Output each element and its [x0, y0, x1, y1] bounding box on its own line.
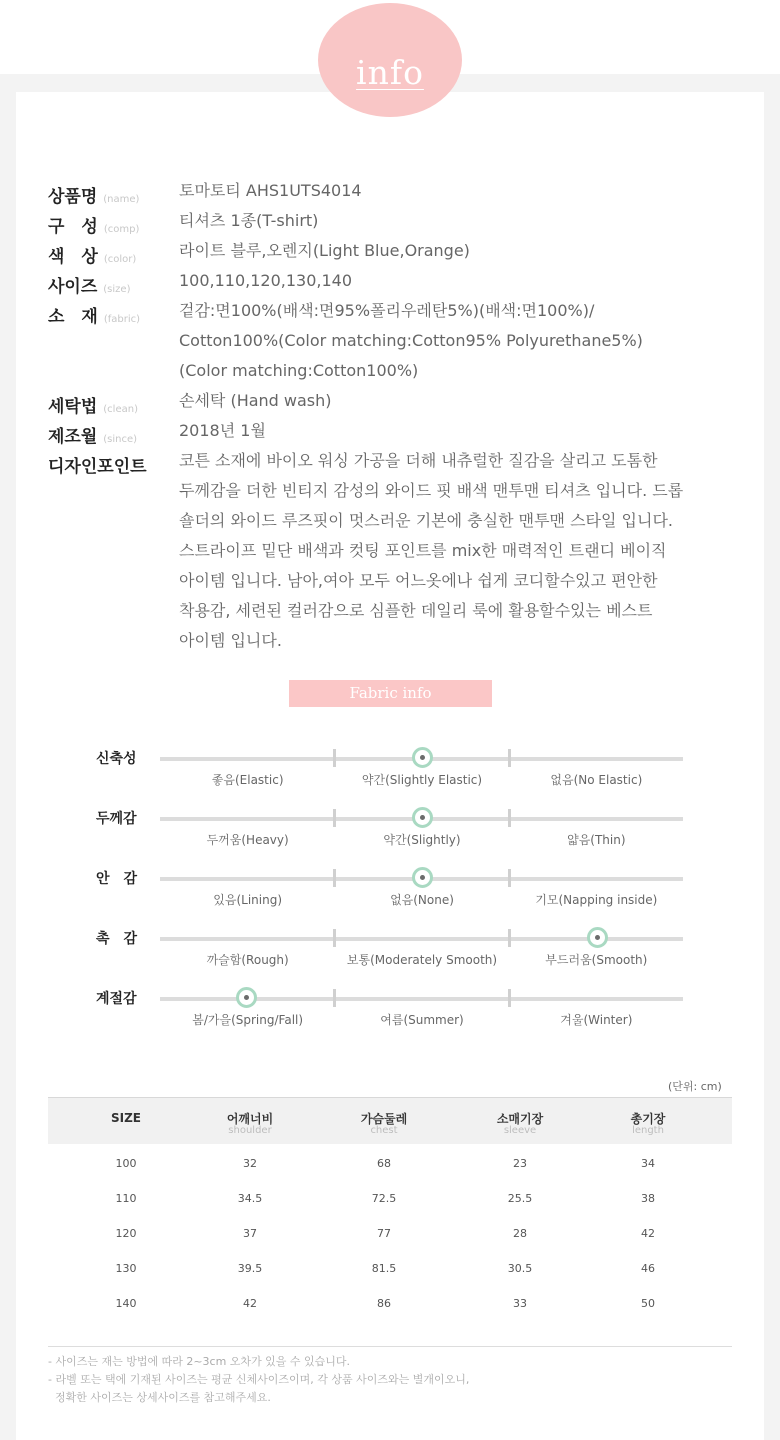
- table-cell: 33: [513, 1297, 527, 1310]
- fabric-label: 두께감: [96, 811, 137, 827]
- fabric-indicator-dot: [412, 807, 433, 828]
- note-line: 정확한 사이즈는 상세사이즈를 참고해주세요.: [48, 1391, 271, 1404]
- info-label-text: 세탁법: [48, 397, 98, 417]
- info-value: [179, 176, 362, 206]
- info-value-line: (Color matching:Cotton100%): [179, 361, 419, 380]
- table-cell: 130: [115, 1262, 137, 1275]
- info-value-line: 티셔츠 1종(T-shirt): [179, 211, 319, 230]
- fabric-scale-tick: [508, 749, 511, 767]
- header-label: 총기장: [630, 1112, 666, 1126]
- table-cell: 30.5: [507, 1262, 533, 1275]
- info-value-line: 라이트 블루,오렌지(Light Blue,Orange): [179, 241, 470, 260]
- fabric-option-label: 부드러움(Smooth): [545, 953, 648, 967]
- info-label-text: 제조월: [48, 427, 98, 447]
- table-cell: 81.5: [371, 1262, 397, 1275]
- fabric-option-label: 겨울(Winter): [560, 1013, 633, 1027]
- info-label-text: 디자인포인트: [48, 457, 147, 477]
- info-badge-label: info: [356, 53, 424, 92]
- size-table-header: [48, 1097, 732, 1144]
- info-value-line: 손세탁 (Hand wash): [179, 391, 332, 410]
- info-value-line: 2018년 1월: [179, 421, 266, 440]
- fabric-option-label: 까슬함(Rough): [206, 953, 289, 967]
- info-label-text: 색 상: [48, 247, 98, 267]
- table-cell: 42: [243, 1297, 257, 1310]
- info-label-sub: (since): [103, 434, 138, 445]
- info-label-sub: (color): [103, 254, 137, 265]
- info-label: [48, 212, 139, 237]
- table-cell: 23: [513, 1157, 527, 1170]
- table-cell: 120: [115, 1227, 137, 1240]
- fabric-option-label: 봄/가을(Spring/Fall): [192, 1013, 304, 1027]
- info-label-sub: (name): [103, 194, 140, 205]
- table-cell: 34: [641, 1157, 655, 1170]
- info-value: [179, 296, 643, 386]
- info-label: [48, 452, 147, 477]
- info-label-text: 소 재: [48, 307, 98, 327]
- unit-label: (단위: cm): [668, 1080, 722, 1093]
- fabric-scale-tick: [333, 989, 336, 1007]
- fabric-scale-tick: [333, 749, 336, 767]
- header-label: 가슴둘레: [360, 1112, 408, 1126]
- info-value-line: 두께감을 더한 빈티지 감성의 와이드 핏 배색 맨투맨 티셔츠 입니다. 드롭: [179, 481, 684, 500]
- header-sublabel: shoulder: [228, 1125, 272, 1136]
- fabric-indicator-dot: [412, 867, 433, 888]
- info-label-sub: (fabric): [103, 314, 141, 325]
- fabric-option-label: 없음(No Elastic): [550, 773, 643, 787]
- info-value-line: 착용감, 세련된 컬러감으로 심플한 데일리 룩에 활용할수있는 베스트: [179, 601, 653, 620]
- info-value-line: 토마토티 AHS1UTS4014: [179, 181, 362, 200]
- info-value: [179, 266, 352, 296]
- fabric-option-label: 좋음(Elastic): [211, 773, 284, 787]
- info-value: [179, 446, 683, 656]
- info-label-sub: (comp): [103, 224, 140, 235]
- table-row: [48, 1227, 732, 1247]
- info-value-line: 겉감:면100%(배색:면95%폴리우레탄5%)(배색:면100%)/: [179, 301, 595, 320]
- fabric-label: 안 감: [96, 871, 138, 887]
- info-label: [48, 392, 138, 417]
- info-label: [48, 182, 139, 207]
- table-cell: 50: [641, 1297, 655, 1310]
- fabric-scale-tick: [508, 989, 511, 1007]
- fabric-option-label: 약간(Slightly Elastic): [361, 773, 483, 787]
- fabric-label: 촉 감: [96, 931, 138, 947]
- table-row: [48, 1192, 732, 1212]
- fabric-indicator-dot: [587, 927, 608, 948]
- info-label-text: 상품명: [48, 187, 98, 207]
- table-cell: 28: [513, 1227, 527, 1240]
- fabric-label: 계절감: [96, 991, 137, 1007]
- table-cell: 34.5: [237, 1192, 263, 1205]
- header-label: 소매기장: [496, 1112, 544, 1126]
- table-cell: 100: [115, 1157, 137, 1170]
- fabric-scale-tick: [508, 809, 511, 827]
- info-label: [48, 242, 136, 267]
- fabric-option-label: 없음(None): [390, 893, 454, 907]
- table-cell: 46: [641, 1262, 655, 1275]
- table-cell: 68: [377, 1157, 391, 1170]
- info-label-text: 사이즈: [48, 277, 98, 297]
- header-label: SIZE: [110, 1111, 141, 1125]
- header-sublabel: chest: [370, 1125, 398, 1136]
- info-label-sub: (size): [103, 284, 131, 295]
- table-row: [48, 1262, 732, 1282]
- header-sublabel: length: [632, 1125, 664, 1136]
- table-cell: 77: [377, 1227, 391, 1240]
- note-line: - 라벨 또는 택에 기재된 사이즈는 평균 신체사이즈이며, 각 상품 사이즈와는 별개이오니,: [48, 1373, 470, 1386]
- info-label: [48, 272, 130, 297]
- fabric-scale-tick: [508, 929, 511, 947]
- info-value: [179, 416, 266, 446]
- header-label: 어깨너비: [226, 1112, 274, 1126]
- fabric-option-label: 여름(Summer): [380, 1013, 464, 1027]
- fabric-option-label: 얇음(Thin): [567, 833, 626, 847]
- table-cell: 39.5: [237, 1262, 263, 1275]
- info-value-line: 코튼 소재에 바이오 워싱 가공을 더해 내츄럴한 질감을 살리고 도톰한: [179, 451, 658, 470]
- fabric-scale-tick: [333, 869, 336, 887]
- table-cell: 25.5: [507, 1192, 533, 1205]
- table-cell: 32: [243, 1157, 257, 1170]
- fabric-option-label: 보통(Moderately Smooth): [346, 953, 498, 967]
- info-value-line: 아이템 입니다. 남아,여아 모두 어느옷에나 쉽게 코디할수있고 편안한: [179, 571, 658, 590]
- fabric-info-title: Fabric info: [289, 680, 492, 707]
- fabric-indicator-dot: [412, 747, 433, 768]
- info-badge: [318, 3, 462, 117]
- info-label: [48, 422, 137, 447]
- fabric-scale-tick: [333, 809, 336, 827]
- note-line: - 사이즈는 재는 방법에 따라 2~3cm 오차가 있을 수 있습니다.: [48, 1355, 351, 1368]
- info-label: [48, 302, 140, 327]
- info-value: [179, 206, 318, 236]
- table-cell: 110: [115, 1192, 137, 1205]
- table-cell: 42: [641, 1227, 655, 1240]
- info-value: [179, 236, 470, 266]
- info-label-text: 구 성: [48, 217, 98, 237]
- fabric-option-label: 두꺼움(Heavy): [206, 833, 289, 847]
- info-value-line: 숄더의 와이드 루즈핏이 멋스러운 기본에 충실한 맨투맨 스타일 입니다.: [179, 511, 673, 530]
- info-value-line: Cotton100%(Color matching:Cotton95% Polyurethane5%): [179, 331, 643, 350]
- table-row: [48, 1297, 732, 1317]
- fabric-option-label: 기모(Napping inside): [535, 893, 658, 907]
- info-label-sub: (clean): [103, 404, 138, 415]
- table-cell: 37: [243, 1227, 257, 1240]
- divider: [48, 1346, 732, 1347]
- fabric-label: 신축성: [96, 751, 137, 767]
- header-sublabel: sleeve: [503, 1125, 537, 1136]
- table-row: [48, 1157, 732, 1177]
- table-cell: 38: [641, 1192, 655, 1205]
- table-cell: 72.5: [371, 1192, 397, 1205]
- info-value-line: 스트라이프 밑단 배색과 컷팅 포인트를 mix한 매력적인 트랜디 베이직: [179, 541, 667, 560]
- fabric-option-label: 약간(Slightly): [383, 833, 461, 847]
- table-cell: 86: [377, 1297, 391, 1310]
- fabric-scale-tick: [508, 869, 511, 887]
- table-cell: 140: [115, 1297, 137, 1310]
- info-value-line: 100,110,120,130,140: [179, 271, 353, 290]
- info-value: [179, 386, 332, 416]
- fabric-option-label: 있음(Lining): [213, 893, 283, 907]
- info-value-line: 아이템 입니다.: [179, 631, 282, 650]
- fabric-scale-tick: [333, 929, 336, 947]
